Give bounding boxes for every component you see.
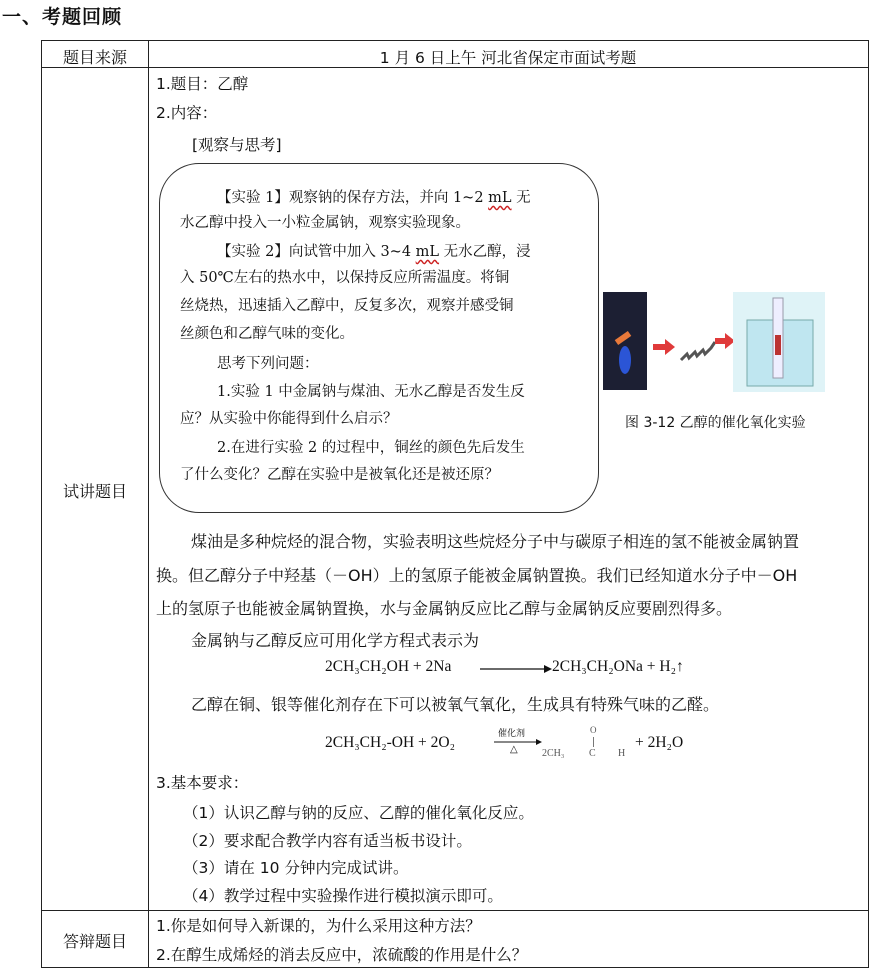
topic-title: 1.题目：乙醇 <box>156 75 249 93</box>
copper-in-tube <box>775 335 781 355</box>
equation-2-heat: △ <box>510 744 518 755</box>
requirement-3: （3）请在 10 分钟内完成试讲。 <box>183 859 409 877</box>
flame <box>619 346 631 374</box>
think-prompt: 思考下列问题： <box>217 356 319 372</box>
paragraph-1-line-2: 换。但乙醇分子中羟基（－OH）上的氢原子能被金属钠置换。我们已经知道水分子中－OH <box>156 566 798 585</box>
equation-2-catalyst: 催化剂 <box>498 728 526 738</box>
paragraph-3: 乙醇在铜、银等催化剂存在下可以被氧气氧化，生成具有特殊气味的乙醛。 <box>191 695 720 714</box>
figure-caption: 图 3-12 乙醇的催化氧化实验 <box>625 415 806 431</box>
equation-2-left: 2CH₃CH₂-OH + 2O₂ <box>325 734 456 751</box>
column-divider <box>148 41 149 967</box>
defense-question-2: 2.在醇生成烯烃的消去反应中，浓硫酸的作用是什么？ <box>156 946 528 964</box>
defense-question-1: 1.你是如何导入新课的，为什么采用这种方法？ <box>156 917 481 935</box>
section-heading: 一、考题回顾 <box>2 6 123 28</box>
equation-1-arrow <box>480 663 552 675</box>
question-2-line-2: 了什么变化？乙醇在实验中是被氧化还是被还原？ <box>180 467 499 483</box>
arrow-2 <box>715 333 735 349</box>
row-divider-2 <box>42 910 868 911</box>
arrow-1 <box>653 339 675 355</box>
paragraph-1-line-3: 上的氢原子也能被金属钠置换，水与金属钠反应比乙醇与金属钠反应要剧烈得多。 <box>156 599 733 618</box>
defense-label: 答辩题目 <box>62 932 127 951</box>
catalytic-oxidation-figure <box>603 290 829 395</box>
equation-2-right: + 2H₂O <box>635 734 684 751</box>
equation-2-hydrogen: H <box>618 748 626 759</box>
paragraph-2: 金属钠与乙醇反应可用化学方程式表示为 <box>191 631 480 650</box>
question-1-line-2: 应？从实验中你能得到什么启示？ <box>180 411 398 427</box>
question-2-line-1: 2.在进行实验 2 的过程中，铜丝的颜色先后发生 <box>217 440 525 456</box>
paragraph-1-line-1: 煤油是多种烷烃的混合物，实验表明这些烷烃分子中与碳原子相连的氢不能被金属钠置 <box>191 532 800 551</box>
experiment-2-line-3: 丝烧热，迅速插入乙醇中，反复多次，观察并感受铜 <box>180 298 514 314</box>
source-value: 1 月 6 日上午 河北省保定市面试考题 <box>379 49 637 67</box>
observe-think-title: [观察与思考] <box>192 136 282 154</box>
question-1-line-1: 1.实验 1 中金属钠与煤油、无水乙醇是否发生反 <box>217 384 525 400</box>
equation-1-left: 2CH₃CH₂OH + 2Na <box>325 658 452 675</box>
flame-photo <box>603 292 647 390</box>
equation-2-oxygen: O <box>590 725 597 735</box>
requirement-1: （1）认识乙醇与钠的反应、乙醇的催化氧化反应。 <box>183 804 534 822</box>
equation-2-carbon: C <box>589 748 596 759</box>
experiment-1-line-1: 【实验 1】观察钠的保存方法，并向 1~2 mL 无 <box>217 190 531 206</box>
experiment-1-line-2: 水乙醇中投入一小粒金属钠，观察实验现象。 <box>180 215 470 231</box>
trial-label: 试讲题目 <box>62 482 127 501</box>
experiment-2-line-2: 入 50℃左右的热水中，以保持反应所需温度。将铜 <box>180 270 510 286</box>
content-label: 2.内容： <box>156 104 218 122</box>
equation-1-right: 2CH₃CH₂ONa + H₂↑ <box>552 658 684 675</box>
equation-2-product: 2CH₃ <box>542 748 565 759</box>
experiment-2-line-1: 【实验 2】向试管中加入 3~4 mL 无水乙醇，浸 <box>217 244 531 260</box>
copper-coil <box>681 342 715 360</box>
experiment-2-line-4: 丝颜色和乙醇气味的变化。 <box>180 326 354 342</box>
requirement-2: （2）要求配合教学内容有适当板书设计。 <box>183 832 472 850</box>
requirement-4: （4）教学过程中实验操作进行模拟演示即可。 <box>183 887 503 905</box>
requirements-title: 3.基本要求： <box>156 774 249 792</box>
source-label: 题目来源 <box>62 48 127 67</box>
equation-2-arrow <box>494 738 542 746</box>
equation-2-double-bond <box>593 737 594 747</box>
